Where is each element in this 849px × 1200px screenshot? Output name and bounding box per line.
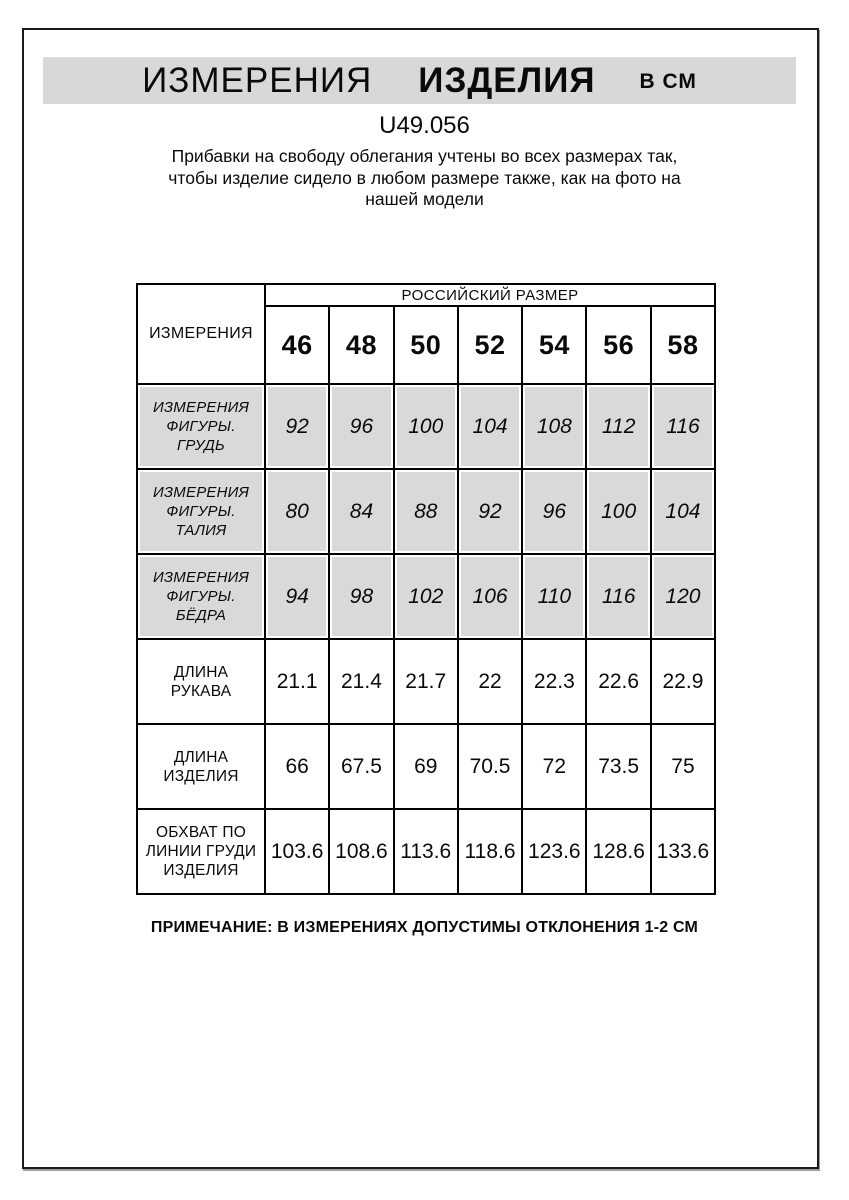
value-cell: 22.9 bbox=[651, 639, 715, 724]
table-row bbox=[137, 639, 715, 724]
value-cell: 80 bbox=[265, 469, 329, 554]
value-cell: 118.6 bbox=[458, 809, 522, 894]
value-cell: 106 bbox=[458, 554, 522, 639]
value-cell: 96 bbox=[522, 469, 586, 554]
value-cell: 69 bbox=[394, 724, 458, 809]
value-cell: 22.6 bbox=[586, 639, 650, 724]
fit-description bbox=[0, 146, 849, 211]
value-cell: 108 bbox=[522, 384, 586, 469]
value-cell: 22.3 bbox=[522, 639, 586, 724]
value-cell: 108.6 bbox=[329, 809, 393, 894]
row-label: ДЛИНА РУКАВА bbox=[137, 639, 265, 724]
value-cell: 112 bbox=[586, 384, 650, 469]
value-cell: 73.5 bbox=[586, 724, 650, 809]
value-cell: 133.6 bbox=[651, 809, 715, 894]
title-unit: В СМ bbox=[639, 70, 697, 93]
value-cell: 128.6 bbox=[586, 809, 650, 894]
row-label: ОБХВАТ ПО ЛИНИИ ГРУДИ ИЗДЕЛИЯ bbox=[137, 809, 265, 894]
tolerance-note: ПРИМЕЧАНИЕ: В ИЗМЕРЕНИЯХ ДОПУСТИМЫ ОТКЛОНЕНИЯ 1-2 СМ bbox=[150, 919, 699, 936]
value-cell: 103.6 bbox=[265, 809, 329, 894]
value-cell: 92 bbox=[265, 384, 329, 469]
value-cell: 72 bbox=[522, 724, 586, 809]
value-cell: 98 bbox=[329, 554, 393, 639]
value-cell: 84 bbox=[329, 469, 393, 554]
value-cell: 104 bbox=[651, 469, 715, 554]
row-label: ДЛИНА ИЗДЕЛИЯ bbox=[137, 724, 265, 809]
size-column-header: 48 bbox=[329, 306, 393, 384]
value-cell: 21.4 bbox=[329, 639, 393, 724]
value-cell: 116 bbox=[586, 554, 650, 639]
size-column-header: 58 bbox=[651, 306, 715, 384]
russian-size-group-header: РОССИЙСКИЙ РАЗМЕР bbox=[265, 284, 715, 306]
table-row bbox=[137, 554, 715, 639]
table-row bbox=[137, 724, 715, 809]
value-cell: 21.1 bbox=[265, 639, 329, 724]
fit-description-line: чтобы изделие сидело в любом размере также, как на фото на bbox=[168, 167, 681, 188]
measurements-column-header: ИЗМЕРЕНИЯ bbox=[137, 284, 265, 384]
value-cell: 66 bbox=[265, 724, 329, 809]
size-column-header: 52 bbox=[458, 306, 522, 384]
value-cell: 67.5 bbox=[329, 724, 393, 809]
table-row bbox=[137, 469, 715, 554]
value-cell: 75 bbox=[651, 724, 715, 809]
value-cell: 92 bbox=[458, 469, 522, 554]
value-cell: 110 bbox=[522, 554, 586, 639]
value-cell: 96 bbox=[329, 384, 393, 469]
table-row bbox=[137, 809, 715, 894]
group-header-row bbox=[137, 284, 715, 306]
fit-description-line: Прибавки на свободу облегания учтены во всех размерах так, bbox=[171, 146, 678, 166]
title-product: ИЗДЕЛИЯ bbox=[418, 60, 596, 100]
value-cell: 100 bbox=[394, 384, 458, 469]
value-cell: 22 bbox=[458, 639, 522, 724]
value-cell: 120 bbox=[651, 554, 715, 639]
value-cell: 94 bbox=[265, 554, 329, 639]
value-cell: 104 bbox=[458, 384, 522, 469]
title-measurements: ИЗМЕРЕНИЯ bbox=[142, 60, 373, 100]
title-band bbox=[43, 57, 796, 104]
value-cell: 102 bbox=[394, 554, 458, 639]
size-column-header: 54 bbox=[522, 306, 586, 384]
size-table bbox=[136, 283, 716, 895]
value-cell: 100 bbox=[586, 469, 650, 554]
row-label: ИЗМЕРЕНИЯ ФИГУРЫ. ГРУДЬ bbox=[137, 384, 265, 469]
value-cell: 113.6 bbox=[394, 809, 458, 894]
article-code: U49.056 bbox=[379, 112, 470, 139]
size-column-header: 56 bbox=[586, 306, 650, 384]
size-column-header: 50 bbox=[394, 306, 458, 384]
row-label: ИЗМЕРЕНИЯ ФИГУРЫ. БЁДРА bbox=[137, 554, 265, 639]
value-cell: 116 bbox=[651, 384, 715, 469]
fit-description-line: нашей модели bbox=[365, 189, 484, 209]
table-row bbox=[137, 384, 715, 469]
value-cell: 21.7 bbox=[394, 639, 458, 724]
value-cell: 123.6 bbox=[522, 809, 586, 894]
size-column-header: 46 bbox=[265, 306, 329, 384]
value-cell: 88 bbox=[394, 469, 458, 554]
size-table-body bbox=[137, 384, 715, 894]
value-cell: 70.5 bbox=[458, 724, 522, 809]
row-label: ИЗМЕРЕНИЯ ФИГУРЫ. ТАЛИЯ bbox=[137, 469, 265, 554]
